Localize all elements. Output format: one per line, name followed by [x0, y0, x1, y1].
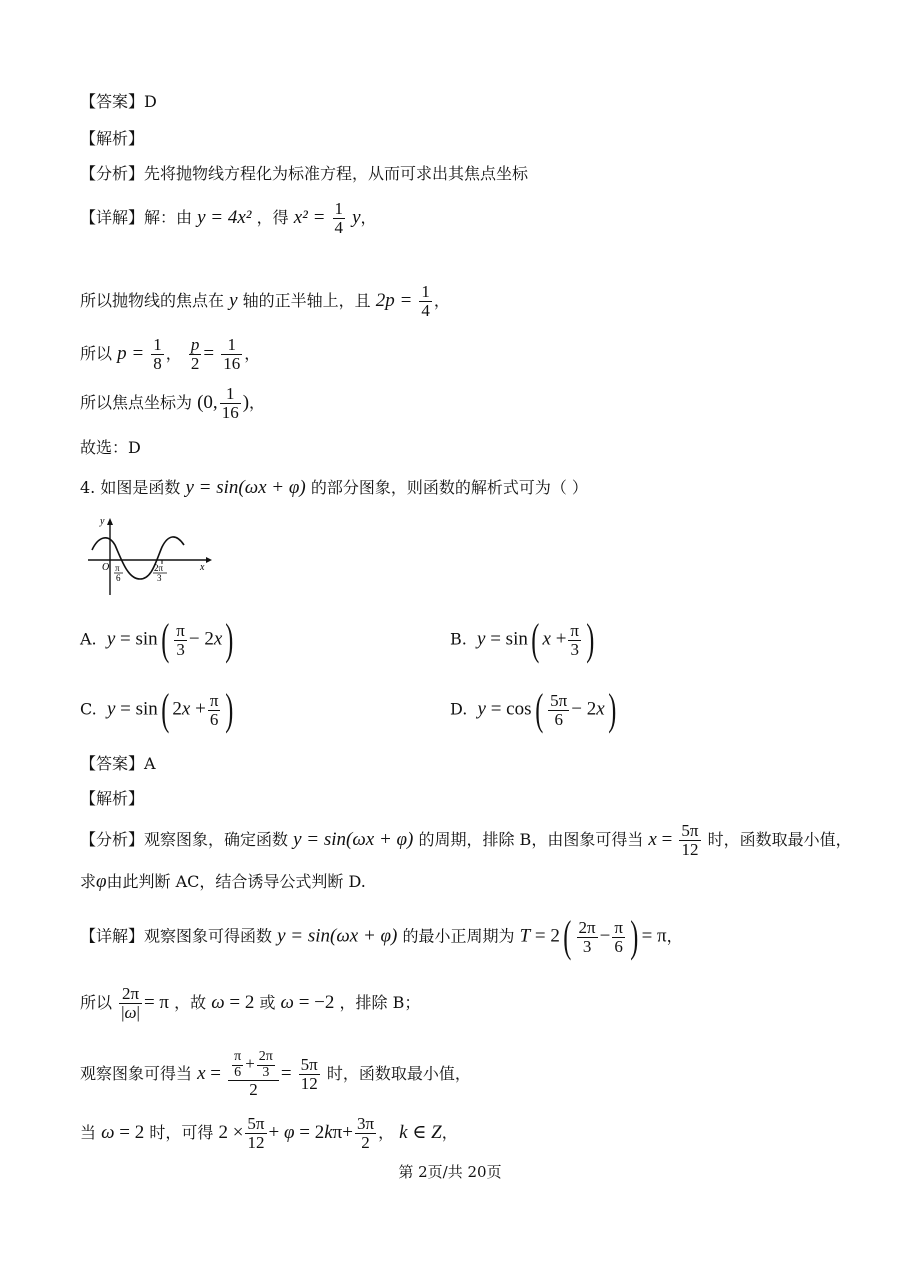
option-a-letter: A.: [80, 629, 97, 649]
focus-text-b: 轴的正半轴上，且: [242, 290, 371, 310]
fraction-1-16: $\frac{1}{16}$: [223, 335, 241, 373]
coord-line: 所以焦点坐标为 (0, $\frac{1}{16}$ )，: [80, 384, 266, 422]
option-c[interactable]: C. y = sin( 2x + $\frac{\pi}{6}$ ): [80, 685, 234, 734]
fenxi2-qiu: 求: [80, 872, 97, 891]
fenxi-2: 【分析】观察图象，确定函数 y = sin(ωx + φ) 的周期，排除 B，由图象可得当 x = $\frac{5\pi}{12}$ 时，函数取最小值，: [80, 821, 852, 859]
fig-x-label: x: [200, 562, 205, 573]
observe-line: 观察图象可得当 x = $\frac{\pi}{6}$ + $\frac{2\pi}{3}$ 2 = $\frac{5\pi}{12}$ 时，函数取最小值，: [80, 1049, 471, 1100]
option-b-letter: B.: [450, 629, 467, 649]
focus-y: y: [229, 289, 238, 311]
answer-1: 【答案】D: [80, 92, 157, 111]
focus-text-a: 所以抛物线的焦点在: [80, 290, 225, 310]
tick1-num: π: [115, 563, 120, 573]
q4-func: y = sin(ωx + φ): [185, 477, 306, 498]
when-a: 当: [80, 1122, 97, 1142]
choose-1: 故选：D: [80, 438, 141, 457]
q4-text-b: 的部分图象，则函数的解析式可为（ ）: [310, 478, 588, 497]
so-b: ，故: [174, 992, 207, 1012]
so-c: 或: [259, 992, 276, 1012]
fenxi2-c: 时，函数取最小值，: [707, 829, 852, 849]
fraction-1-4b: $\frac{1}{4}$: [421, 282, 430, 320]
fenxi2-a: 【分析】观察图象，确定函数: [80, 829, 289, 849]
fraction-1-16b: $\frac{1}{16}$: [221, 384, 239, 422]
fenxi-2-line2: 求φ由此判断 AC，结合诱导公式判断 D.: [80, 871, 366, 892]
q4-text-a: 4. 如图是函数: [80, 478, 181, 497]
when-b: 时，可得: [149, 1122, 214, 1142]
detail-1-eq2a: x² =: [293, 206, 326, 228]
tick2-num: 2π: [154, 563, 164, 573]
p-text: 所以: [80, 343, 113, 363]
answer-2: 【答案】A: [80, 754, 156, 773]
detail-1-mid: ，得: [256, 207, 289, 227]
detail2-b: 的最小正周期为: [402, 926, 515, 946]
focus-line: [80, 283, 450, 320]
detail2-a: 【详解】观察图象可得函数: [80, 926, 273, 946]
comma: ，: [433, 290, 450, 310]
y-axis-arrow: [107, 518, 113, 525]
fraction-1-4: $\frac{1}{4}$: [334, 199, 343, 237]
question-4: [80, 478, 588, 497]
focus-eq: 2p =: [375, 289, 413, 311]
observe-a: 观察图象可得当: [80, 1064, 193, 1084]
observe-b: 时，函数取最小值，: [326, 1064, 471, 1084]
option-d[interactable]: D. y = cos( $\frac{5\pi}{6}$ − 2x): [450, 685, 617, 734]
fenxi2-b: 的周期，排除 B，由图象可得当: [418, 829, 644, 849]
p-line: 所以 p = $\frac{1}{8}$ ， $\frac{p}{2}$ = $\frac{1}{16}$ ，: [80, 335, 261, 373]
detail-1: [80, 200, 377, 237]
detail-1-prefix: 【详解】解：由: [80, 207, 193, 227]
detail-2: 【详解】观察图象可得函数 y = sin(ωx + φ) 的最小正周期为 T = 2( $\frac{2\pi}{3}$ − $\frac{\pi}{6}$ ) = π，: [80, 912, 683, 961]
fenxi2-line2: 由此判断 AC，结合诱导公式判断 D.: [106, 872, 366, 891]
option-d-letter: D.: [450, 699, 468, 719]
when-d: k ∈ Z: [399, 1121, 442, 1143]
option-b[interactable]: B. y = sin( x + $\frac{\pi}{3}$ ): [450, 615, 595, 664]
detail-1-eq2b: y: [352, 206, 361, 228]
when-c: ，: [378, 1122, 395, 1142]
fig-origin: O: [102, 562, 110, 573]
analysis-2: 【解析】: [80, 789, 145, 808]
option-c-letter: C.: [80, 699, 97, 719]
fraction-p-2: $\frac{p}{2}$: [190, 335, 200, 373]
x-axis-arrow: [206, 557, 212, 563]
so-a: 所以: [80, 992, 113, 1012]
coord-text: 所以焦点坐标为: [80, 392, 193, 412]
so-line: 所以 $\frac{2\pi}{|\omega|}$ = π ，故 ω = 2 或 ω = −2 ，排除 B；: [80, 984, 421, 1022]
coord-close: ): [242, 391, 250, 413]
analysis-1: 【解析】: [80, 129, 145, 148]
fig-y-label: y: [100, 516, 105, 527]
comma: ，: [360, 207, 377, 227]
option-a[interactable]: A. y = sin( $\frac{\pi}{3}$ − 2x): [80, 615, 234, 664]
page-footer: 第 2页/共 20页: [398, 1163, 502, 1181]
so-d: ，排除 B；: [339, 992, 421, 1012]
fenxi-1: 【分析】先将抛物线方程化为标准方程，从而可求出其焦点坐标: [80, 164, 529, 183]
sine-graph-figure: [88, 515, 218, 597]
fraction-1-8: $\frac{1}{8}$: [153, 335, 162, 373]
tick1-den: 6: [116, 573, 121, 583]
detail-1-eq1: y = 4x²: [197, 206, 252, 228]
tick2-den: 3: [157, 573, 162, 583]
p-eq: p =: [117, 342, 145, 364]
when-line: 当 ω = 2 时，可得 2 × $\frac{5\pi}{12}$ + φ = 2kπ+ $\frac{3\pi}{2}$ ， k ∈ Z，: [80, 1114, 458, 1152]
coord-open: (0,: [197, 391, 218, 413]
